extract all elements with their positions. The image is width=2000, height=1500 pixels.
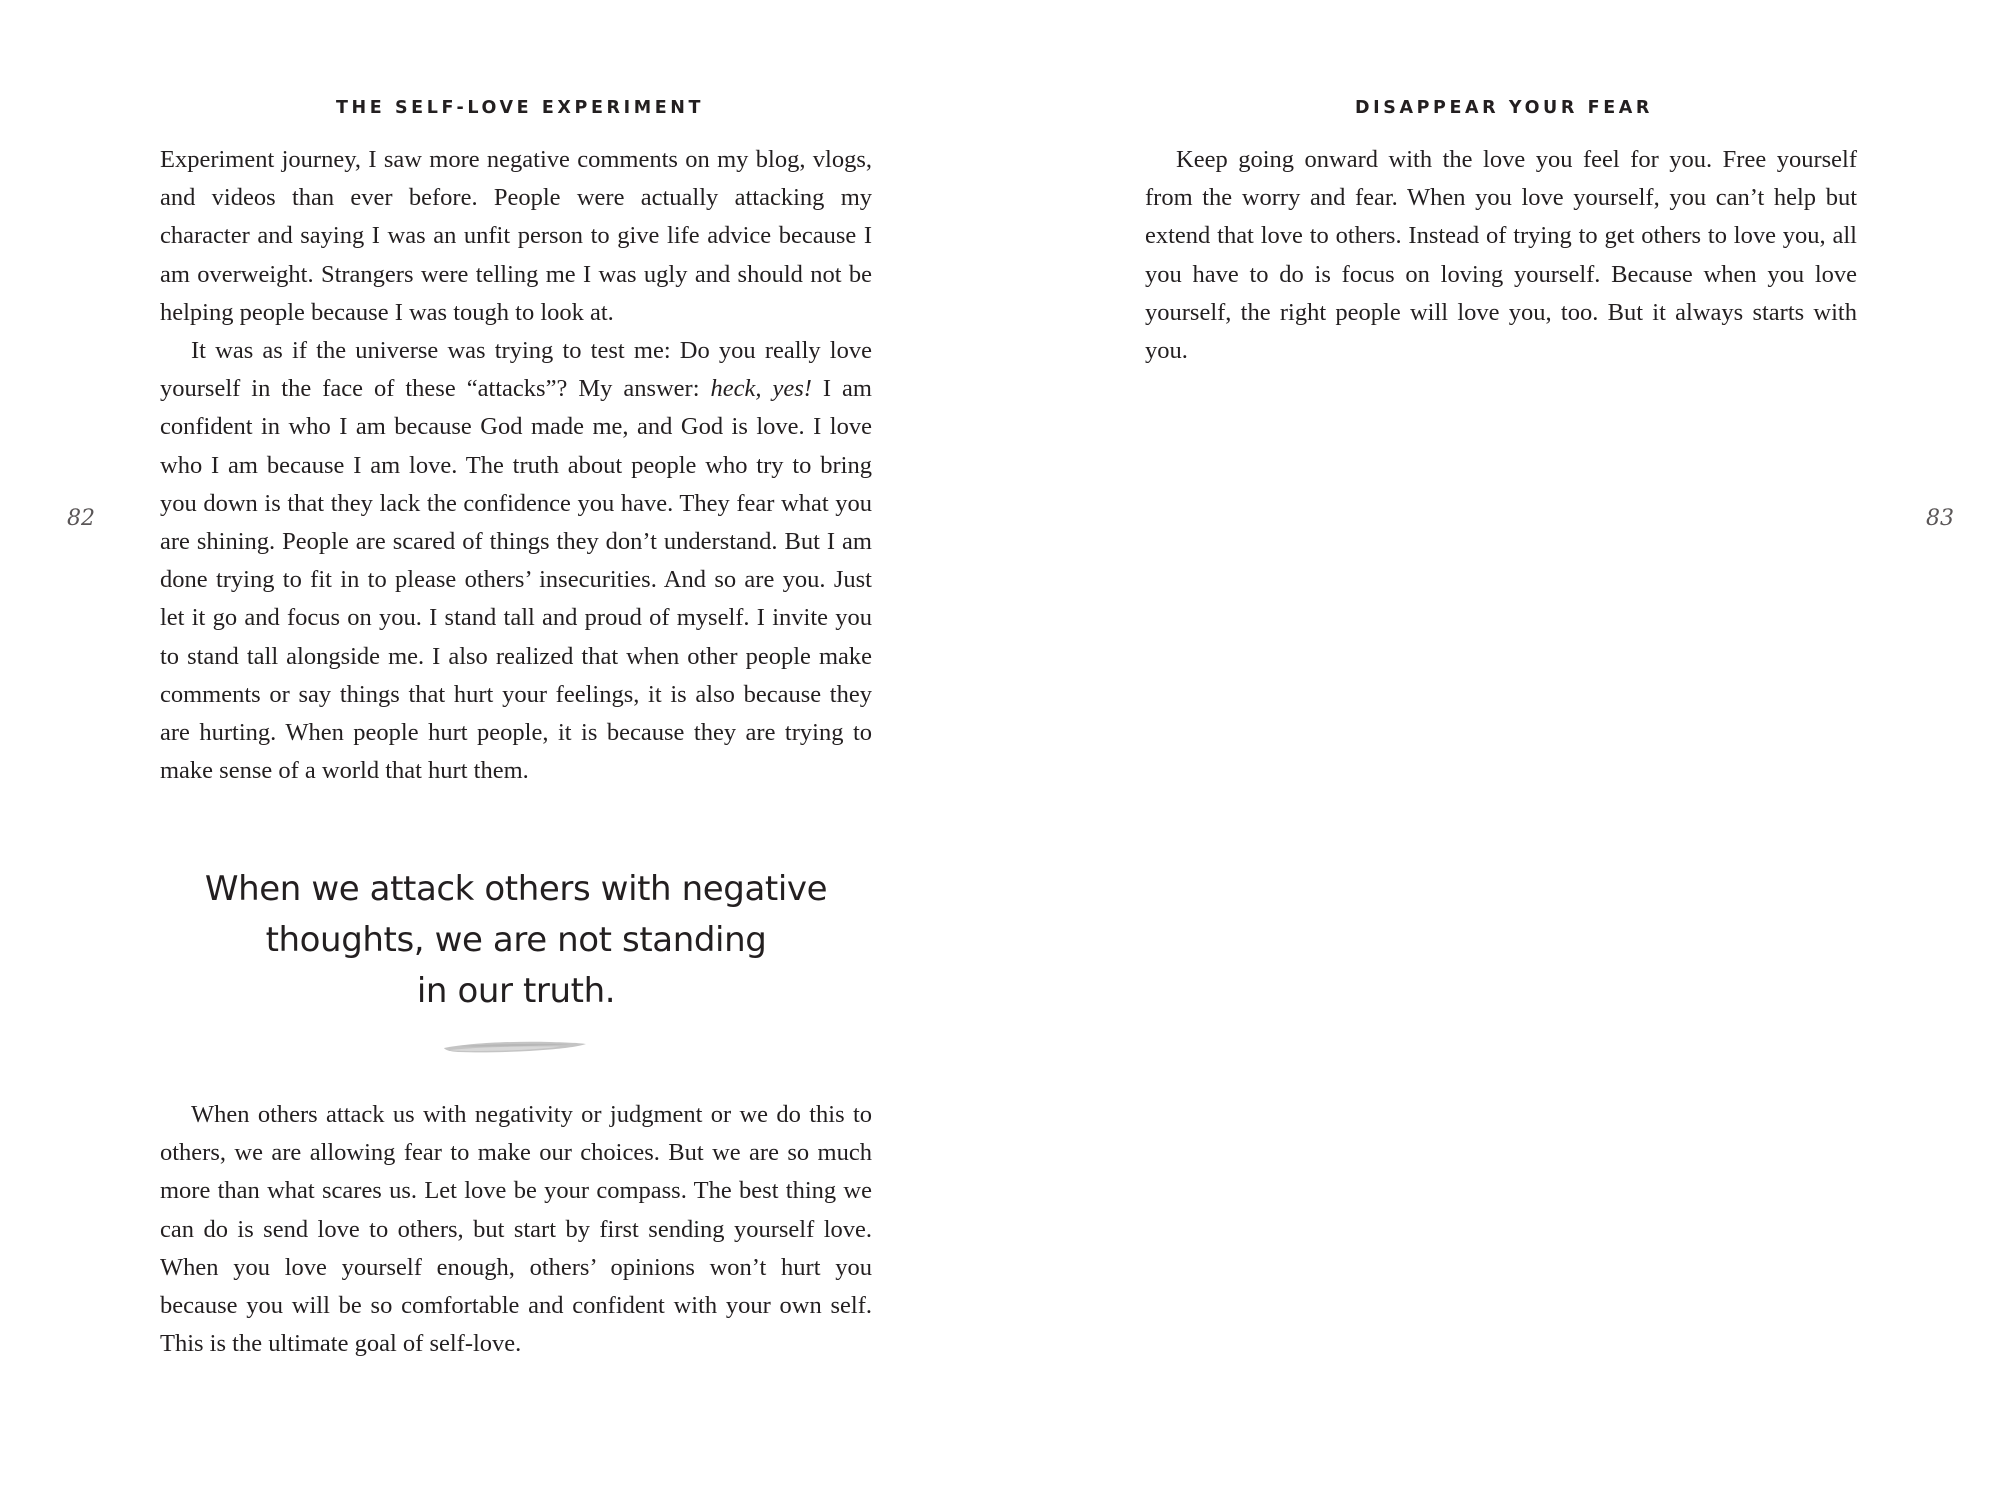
body-text-top	[160, 141, 872, 790]
paragraph-1: Experiment journey, I saw more negative comments on my blog, vlogs, and videos than ever before. People were actually attacking my character and saying I was an unfit person to give life advice because I am overweight. Strangers were telling me I was ugly and should not be helping people because I was tough to look at.	[160, 146, 872, 326]
paragraph-right-1: Keep going onward with the love you feel for you. Free yourself from the worry and fear. When you love yourself, you can’t help but extend that love to others. Instead of trying to get others to love you, all you have to do is focus on loving yourself. Because when you love yourself, the right people will love you, too. But it always starts with you.	[1145, 146, 1857, 365]
running-head-right: DISAPPEAR YOUR FEAR	[1355, 98, 1653, 118]
paragraph-2	[160, 332, 872, 790]
pull-quote	[160, 864, 872, 1017]
page-number-right: 83	[1926, 506, 1954, 531]
body-text-right	[1145, 141, 1857, 370]
pull-quote-line-1: When we attack others with negative	[204, 869, 828, 909]
pull-quote-line-3: in our truth.	[416, 971, 616, 1011]
page-number-left: 82	[67, 506, 95, 531]
pull-quote-line-2: thoughts, we are not standing	[265, 920, 767, 960]
emphasis-text: heck, yes!	[710, 375, 812, 403]
right-page	[1000, 0, 2000, 1500]
paragraph-3: When others attack us with negativity or judgment or we do this to others, we are allowing fear to make our choices. But we are so much more than what scares us. Let love be your compass. The best thing we can do is send love to others, but start by first sending yourself love. When you love yourself enough, others’ opinions won’t hurt you because you will be so comfortable and confident with your own self. This is the ultimate goal of self-love.	[160, 1101, 872, 1358]
body-text-bottom	[160, 1096, 872, 1363]
paragraph-2-end: I am confident in who I am because God made me, and God is love. I love who I am because I am love. The truth about people who try to bring you down is that they lack the confidence you have. They fear what you are shining. People are scared of things they don’t understand. But I am done trying to fit in to please others’ insecurities. And so are you. Just let it go and focus on you. I stand tall and proud of myself. I invite you to stand tall alongside me. I also realized that when other people make comments or say things that hurt your feelings, it is also because they are hurting. When people hurt people, it is because they are trying to make sense of a world that hurt them.	[160, 375, 872, 785]
paragraph-2-start: It was as if the universe was trying to test me: Do you really love yourself in the face of these “attacks”? My answer:	[160, 337, 872, 403]
running-head-left: THE SELF-LOVE EXPERIMENT	[335, 98, 705, 118]
brush-stroke-ornament	[440, 1035, 590, 1059]
